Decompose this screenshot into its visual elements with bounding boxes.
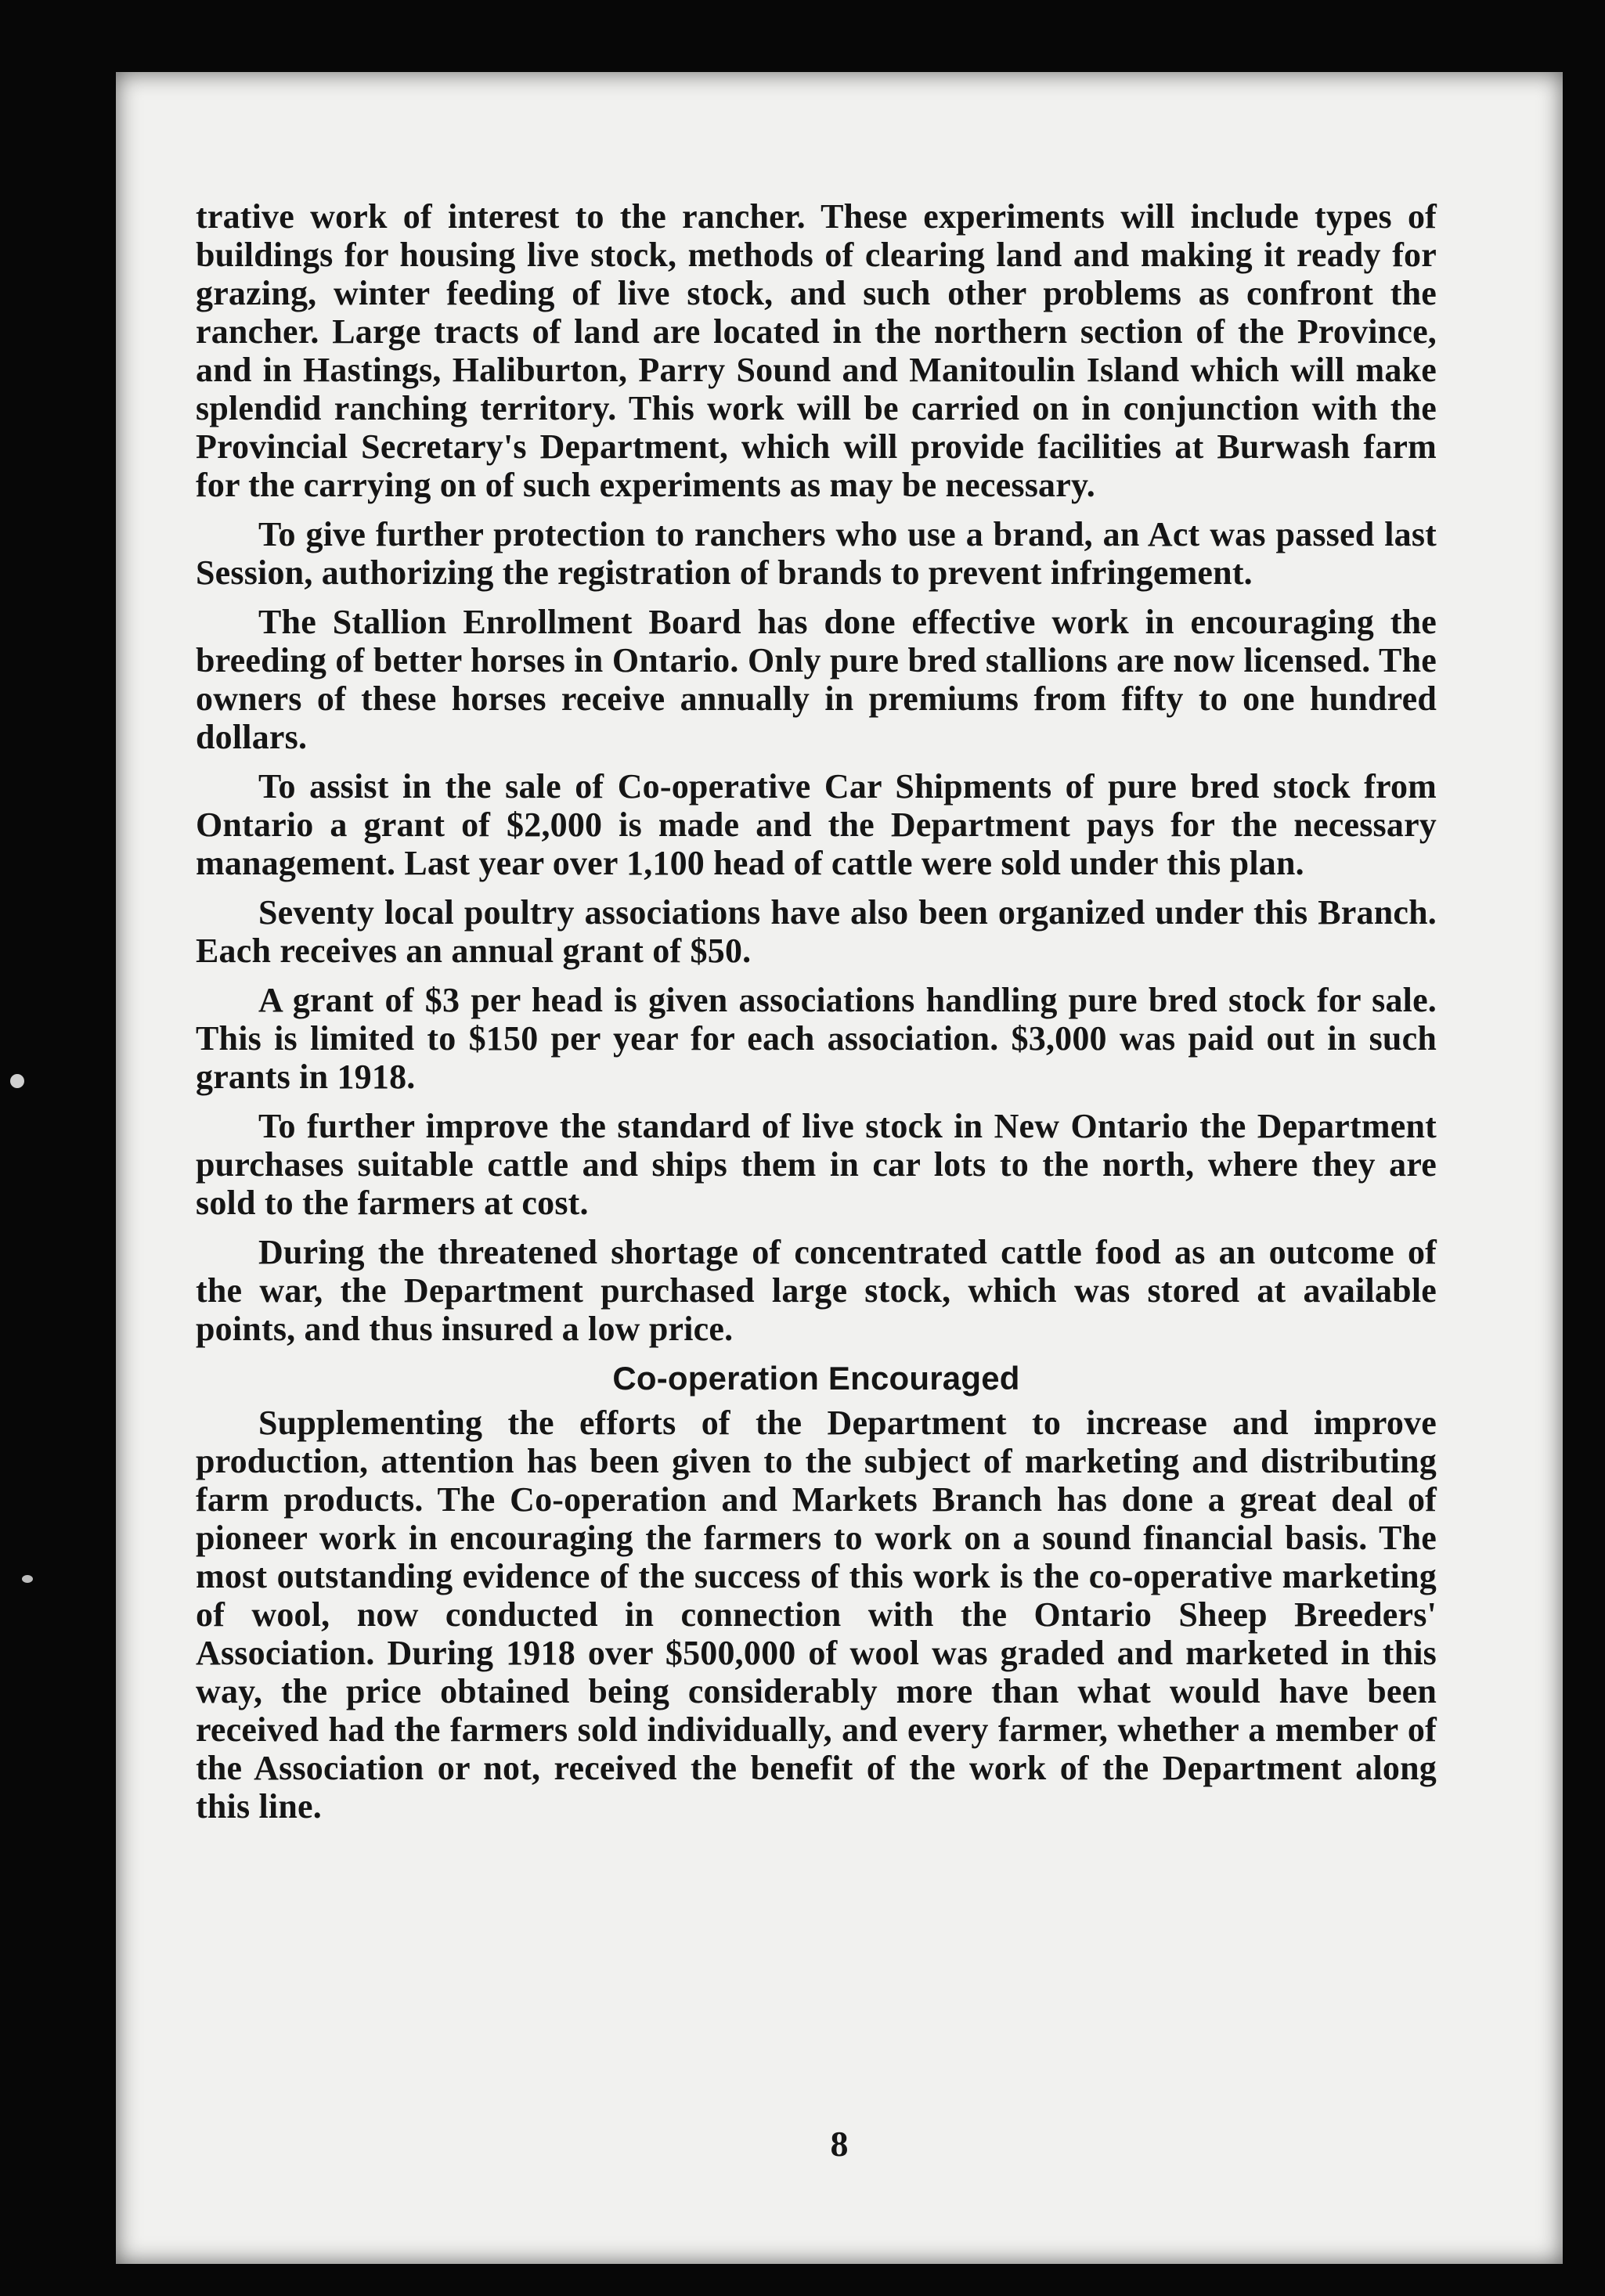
paragraph: trative work of interest to the rancher. These experiments will include types of buildings for housing live stock, methods of clearing land and making it ready for grazing, winter feeding of live stock, and such other problems as confront the rancher. Large tracts of land are located in the northern section of the Province, and in Hastings, Haliburton, Parry Sound and Manitoulin Island which will make splendid ranching territory. This work will be carried on in conjunction with the Provincial Secretary's Department, which will provide facilities at Burwash farm for the carrying on of such experiments as may be necessary. — [196, 197, 1437, 504]
page-number: 8 — [830, 2124, 849, 2164]
paragraph: A grant of $3 per head is given associations handling pure bred stock for sale. This is limited to $150 per year for each association. $3,000 was paid out in such grants in 1918. — [196, 981, 1437, 1096]
paragraph: The Stallion Enrollment Board has done effective work in encouraging the breeding of better horses in Ontario. Only pure bred stallions are now licensed. The owners of these horses receive annually in premiums from fifty to one hundred dollars. — [196, 603, 1437, 756]
document-page — [116, 72, 1563, 2264]
paragraph: Seventy local poultry associations have also been organized under this Branch. Each receives an annual grant of $50. — [196, 893, 1437, 970]
scan-speck — [10, 1074, 24, 1088]
section-heading: Co-operation Encouraged — [612, 1360, 1020, 1397]
paragraph: During the threatened shortage of concentrated cattle food as an outcome of the war, the Department purchased large stock, which was stored at available points, and thus insured a low price. — [196, 1233, 1437, 1348]
scan-speck — [22, 1575, 33, 1583]
paragraph: Supplementing the efforts of the Department to increase and improve production, attention has been given to the subject of marketing and distributing farm products. The Co-operation and Markets Branch has done a great deal of pioneer work in encouraging the farmers to work on a sound financial basis. The most outstanding evidence of the success of this work is the co-operative marketing of wool, now conducted in connection with the Ontario Sheep Breeders' Association. During 1918 over $500,000 of wool was graded and marketed in this way, the price obtained being considerably more than what would have been received had the farmers sold individually, and every farmer, whether a member of the Association or not, received the benefit of the work of the Department along this line. — [196, 1404, 1437, 1826]
paragraph: To further improve the standard of live stock in New Ontario the Department purchases suitable cattle and ships them in car lots to the north, where they are sold to the farmers at cost. — [196, 1107, 1437, 1222]
body-text — [196, 197, 1437, 1836]
paragraph: To give further protection to ranchers who use a brand, an Act was passed last Session, authorizing the registration of brands to prevent infringement. — [196, 515, 1437, 592]
paragraph: To assist in the sale of Co-operative Car Shipments of pure bred stock from Ontario a grant of $2,000 is made and the Department pays for the necessary management. Last year over 1,100 head of cattle were sold under this plan. — [196, 767, 1437, 882]
